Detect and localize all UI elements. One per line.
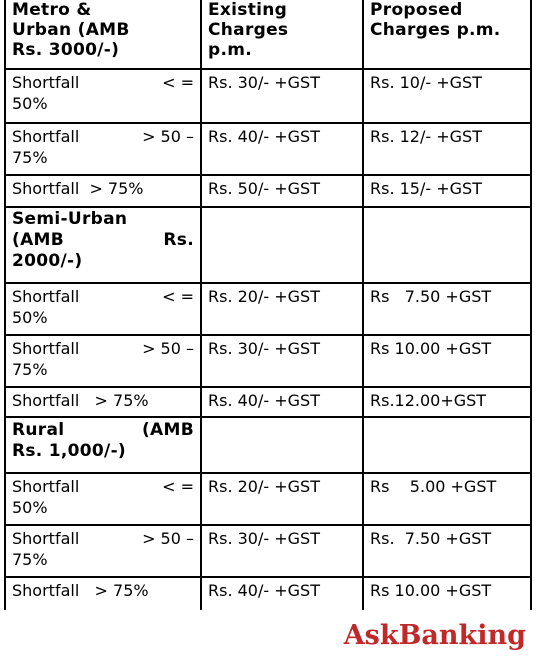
header-category-line: Metro & — [12, 0, 92, 20]
rural-heading-line: Rs. 1,000/-) — [12, 441, 126, 461]
row-divider — [6, 386, 530, 388]
row-divider — [6, 334, 530, 336]
shortfall-label: Shortfall — [12, 529, 80, 548]
shortfall-range-cell — [6, 390, 200, 416]
existing-charge: Rs. 50/- +GST — [208, 179, 320, 198]
table-row — [6, 126, 530, 174]
row-divider — [6, 122, 530, 124]
section-header-row — [6, 420, 530, 472]
existing-charge: Rs. 40/- +GST — [208, 391, 320, 410]
shortfall-label: Shortfall — [12, 581, 80, 600]
shortfall-condition: < = — [162, 287, 194, 306]
proposed-currency: Rs — [370, 477, 390, 496]
proposed-charge: Rs.12.00+GST — [370, 391, 487, 410]
shortfall-range-cell — [6, 580, 200, 608]
proposed-amount: 7.50 +GST — [404, 529, 492, 548]
shortfall-range-cell — [6, 476, 200, 524]
shortfall-label: Shortfall — [12, 73, 80, 92]
row-divider — [6, 282, 530, 284]
semi-urban-heading-line: 2000/-) — [12, 251, 83, 271]
shortfall-percent: 50% — [12, 94, 48, 113]
shortfall-condition: > 75% — [94, 581, 149, 600]
shortfall-percent: 75% — [12, 550, 48, 569]
shortfall-label: Shortfall — [12, 287, 80, 306]
existing-charge: Rs. 40/- +GST — [208, 581, 320, 600]
row-divider — [6, 416, 530, 418]
shortfall-condition: > 75% — [94, 391, 149, 410]
existing-charge: Rs. 20/- +GST — [208, 287, 320, 306]
semi-urban-heading-line: Semi-Urban — [12, 209, 128, 229]
table-row — [6, 476, 530, 524]
shortfall-condition: > 50 – — [142, 339, 194, 358]
table-row — [6, 528, 530, 576]
header-row — [6, 0, 530, 68]
table-row — [6, 286, 530, 334]
row-divider — [6, 206, 530, 208]
header-existing-line: Charges — [208, 20, 289, 40]
existing-charge: Rs. 30/- +GST — [208, 73, 320, 92]
shortfall-percent: 75% — [12, 360, 48, 379]
header-category-line: Rs. 3000/-) — [12, 40, 120, 60]
rural-heading-part: Rural — [12, 420, 65, 440]
proposed-charge — [364, 476, 532, 524]
proposed-charge: Rs 10.00 +GST — [370, 581, 492, 600]
shortfall-percent: 75% — [12, 148, 48, 167]
proposed-charge — [364, 286, 532, 334]
row-divider — [6, 576, 530, 578]
row-divider — [6, 174, 530, 176]
semi-urban-heading — [6, 209, 200, 281]
existing-charge: Rs. 30/- +GST — [208, 339, 320, 358]
proposed-charge: Rs 10.00 +GST — [370, 339, 492, 358]
shortfall-range-cell — [6, 338, 200, 386]
header-proposed — [364, 0, 532, 68]
shortfall-condition: < = — [162, 477, 194, 496]
shortfall-range-cell — [6, 528, 200, 576]
rural-heading — [6, 420, 200, 472]
shortfall-condition: > 75% — [89, 179, 144, 198]
table-row — [6, 338, 530, 386]
table-row — [6, 390, 530, 416]
proposed-charge: Rs. 10/- +GST — [370, 73, 482, 92]
shortfall-label: Shortfall — [12, 179, 80, 198]
proposed-charge: Rs. 15/- +GST — [370, 179, 482, 198]
table-row — [6, 72, 530, 122]
shortfall-range-cell — [6, 178, 200, 206]
shortfall-percent: 50% — [12, 308, 48, 327]
existing-charge: Rs. 40/- +GST — [208, 127, 320, 146]
header-proposed-line: Charges p.m. — [370, 20, 501, 40]
proposed-currency: Rs — [370, 287, 390, 306]
semi-urban-heading-part: Rs. — [163, 230, 194, 250]
semi-urban-heading-part: (AMB — [12, 230, 65, 250]
proposed-charge — [364, 528, 532, 576]
header-category-line: Urban (AMB — [12, 20, 130, 40]
shortfall-condition: < = — [162, 73, 194, 92]
brand-logo-text: AskBanking — [343, 620, 526, 651]
proposed-charge: Rs. 12/- +GST — [370, 127, 482, 146]
charges-table — [4, 0, 532, 610]
proposed-amount: 5.00 +GST — [409, 477, 497, 496]
shortfall-label: Shortfall — [12, 391, 80, 410]
header-category — [6, 0, 200, 68]
proposed-amount: 7.50 +GST — [404, 287, 492, 306]
shortfall-label: Shortfall — [12, 339, 80, 358]
existing-charge: Rs. 30/- +GST — [208, 529, 320, 548]
table-row — [6, 580, 530, 608]
shortfall-range-cell — [6, 286, 200, 334]
header-existing — [202, 0, 362, 68]
header-existing-line: p.m. — [208, 40, 252, 60]
row-divider — [6, 472, 530, 474]
shortfall-range-cell — [6, 126, 200, 174]
row-divider — [6, 524, 530, 526]
rural-heading-part: (AMB — [141, 420, 194, 440]
shortfall-percent: 50% — [12, 498, 48, 517]
shortfall-label: Shortfall — [12, 477, 80, 496]
existing-charge: Rs. 20/- +GST — [208, 477, 320, 496]
header-existing-line: Existing — [208, 0, 288, 20]
header-proposed-line: Proposed — [370, 0, 463, 20]
proposed-currency: Rs. — [370, 529, 395, 548]
shortfall-range-cell — [6, 72, 200, 122]
row-divider — [6, 68, 530, 70]
shortfall-condition: > 50 – — [142, 529, 194, 548]
table-row — [6, 178, 530, 206]
shortfall-condition: > 50 – — [142, 127, 194, 146]
section-header-row — [6, 209, 530, 281]
shortfall-label: Shortfall — [12, 127, 80, 146]
